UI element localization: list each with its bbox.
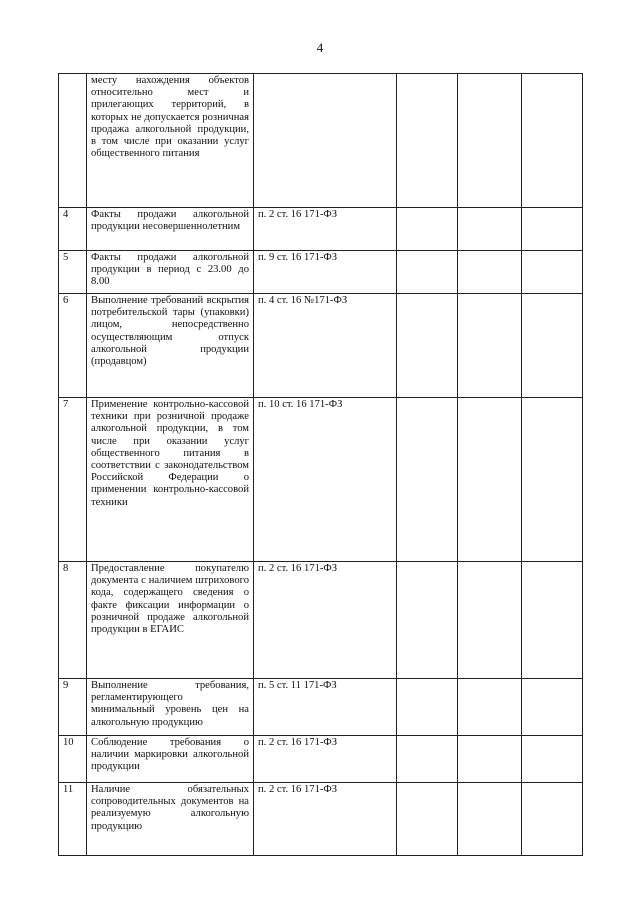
table-row <box>59 294 583 398</box>
answer-cell <box>458 736 522 783</box>
legal-reference: п. 9 ст. 16 171-ФЗ <box>254 251 397 294</box>
requirement-text: Выполнение требований вскрытия потребительской тары (упаковки) лицом, непосредственно осуществляющим отпуск алкогольной продукции (продавцом) <box>87 294 254 398</box>
answer-cell <box>522 562 583 679</box>
answer-cell <box>397 294 458 398</box>
requirement-text: Наличие обязательных сопроводительных документов на реализуемую алкогольную продукцию <box>87 783 254 856</box>
legal-reference: п. 2 ст. 16 171-ФЗ <box>254 736 397 783</box>
table-row <box>59 679 583 736</box>
requirement-text: Факты продажи алкогольной продукции в период с 23.00 до 8.00 <box>87 251 254 294</box>
row-number: 4 <box>59 208 87 251</box>
answer-cell <box>397 562 458 679</box>
requirement-text: Соблюдение требования о наличии маркировки алкогольной продукции <box>87 736 254 783</box>
legal-reference: п. 2 ст. 16 171-ФЗ <box>254 562 397 679</box>
answer-cell <box>458 74 522 208</box>
answer-cell <box>397 783 458 856</box>
row-number: 8 <box>59 562 87 679</box>
answer-cell <box>458 562 522 679</box>
answer-cell <box>458 679 522 736</box>
table-row <box>59 783 583 856</box>
row-number: 6 <box>59 294 87 398</box>
answer-cell <box>522 736 583 783</box>
answer-cell <box>397 398 458 562</box>
table-row <box>59 562 583 679</box>
page-number: 4 <box>316 40 324 55</box>
answer-cell <box>397 679 458 736</box>
requirement-text: Факты продажи алкогольной продукции несовершеннолетним <box>87 208 254 251</box>
legal-reference: п. 4 ст. 16 №171-ФЗ <box>254 294 397 398</box>
answer-cell <box>522 679 583 736</box>
row-number: 11 <box>59 783 87 856</box>
answer-cell <box>522 208 583 251</box>
requirement-text: Выполнение требования, регламентирующего минимальный уровень цен на алкогольную продукцию <box>87 679 254 736</box>
answer-cell <box>397 736 458 783</box>
answer-cell <box>522 294 583 398</box>
answer-cell <box>397 74 458 208</box>
answer-cell <box>458 208 522 251</box>
requirement-text: месту нахождения объектов относительно мест и прилегающих территорий, в которых не допускается розничная продажа алкогольной продукции, в том числе при оказании услуг общественного питания <box>87 74 254 208</box>
answer-cell <box>522 74 583 208</box>
answer-cell <box>458 783 522 856</box>
legal-reference: п. 2 ст. 16 171-ФЗ <box>254 783 397 856</box>
legal-reference: п. 10 ст. 16 171-ФЗ <box>254 398 397 562</box>
answer-cell <box>458 398 522 562</box>
row-number: 9 <box>59 679 87 736</box>
table-row <box>59 208 583 251</box>
row-number: 10 <box>59 736 87 783</box>
answer-cell <box>522 398 583 562</box>
answer-cell <box>522 251 583 294</box>
answer-cell <box>397 251 458 294</box>
answer-cell <box>458 251 522 294</box>
legal-reference <box>254 74 397 208</box>
legal-reference: п. 2 ст. 16 171-ФЗ <box>254 208 397 251</box>
answer-cell <box>522 783 583 856</box>
table-row <box>59 74 583 208</box>
row-number <box>59 74 87 208</box>
legal-reference: п. 5 ст. 11 171-ФЗ <box>254 679 397 736</box>
table-row <box>59 736 583 783</box>
row-number: 7 <box>59 398 87 562</box>
table-row <box>59 398 583 562</box>
requirement-text: Применение контрольно-кассовой техники при розничной продаже алкогольной продукции, в том числе при оказании услуг общественного питания в соответствии с законодательством Российской Федерации о применении контрольно-кассовой техники <box>87 398 254 562</box>
checklist-table <box>58 73 583 856</box>
answer-cell <box>458 294 522 398</box>
row-number: 5 <box>59 251 87 294</box>
table-row <box>59 251 583 294</box>
answer-cell <box>397 208 458 251</box>
requirement-text: Предоставление покупателю документа с наличием штрихового кода, содержащего сведения о факте фиксации информации о розничной продаже алкогольной продукции в ЕГАИС <box>87 562 254 679</box>
